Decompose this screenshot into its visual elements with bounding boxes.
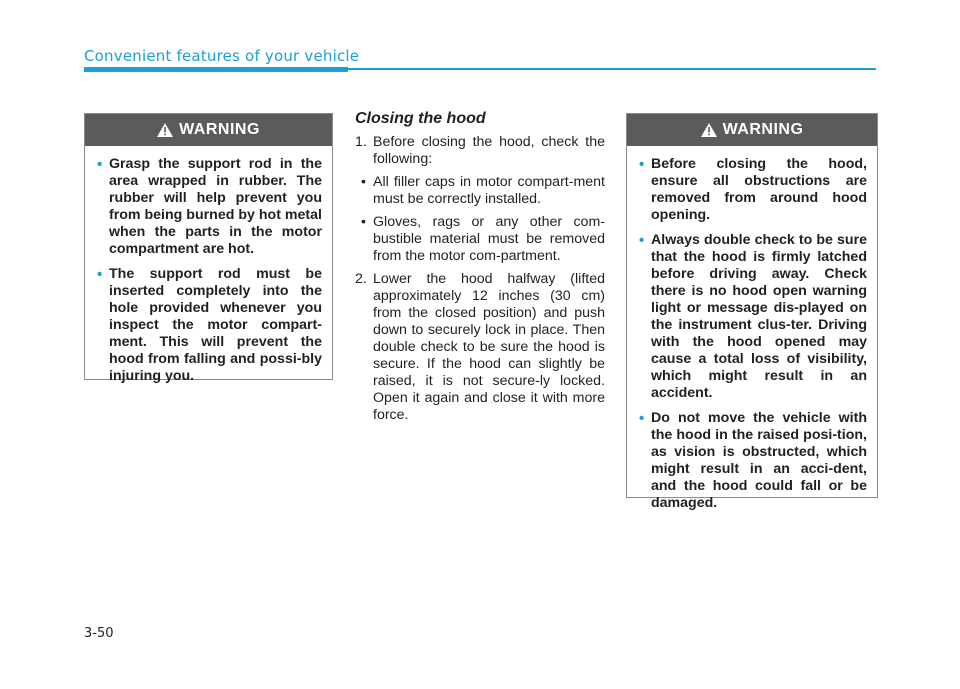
header-rule-thick [84, 67, 348, 72]
right-warning-item-1-text: Before closing the hood, ensure all obstructions are removed from around hood opening. [651, 156, 867, 223]
section-header-title: Convenient features of your vehicle [84, 47, 360, 65]
warning-triangle-icon [701, 123, 717, 137]
warning-triangle-icon [157, 123, 173, 137]
step-1-number: 1. [355, 134, 367, 150]
right-warning-header [627, 114, 877, 146]
bullet-dot-icon: • [97, 266, 103, 283]
bullet-dot-icon: • [639, 410, 645, 427]
step-2-text: Lower the hood halfway (lifted approximately 12 inches (30 cm) from the closed position) and push down to securely lock in place. Then double check to be sure the hood is secure. If the hood can slightly be raised, it is not secure-ly locked. Open it again and close it with more force. [373, 271, 605, 423]
page-number: 3-50 [84, 626, 114, 641]
right-warning-item-3 [639, 410, 867, 512]
step-1-bullet-2 [355, 214, 605, 265]
left-warning-item-1 [97, 156, 322, 258]
step-2-number: 2. [355, 271, 367, 287]
bullet-dot-icon: • [361, 174, 366, 190]
bullet-dot-icon: • [361, 214, 366, 230]
closing-hood-title: Closing the hood [355, 110, 486, 127]
bullet-dot-icon: • [97, 156, 103, 173]
closing-hood-section [355, 110, 605, 428]
left-warning-item-1-text: Grasp the support rod in the area wrapped in rubber. The rubber will help prevent you from being burned by hot metal when the parts in the motor compartment are hot. [109, 156, 322, 257]
right-warning-item-2-text: Always double check to be sure that the hood is firmly latched before driving away. Check there is no hood open warning light or message dis-played on the instrument clus-ter. Driving with the hood opened may cause a total loss of visibility, which might result in an accident. [651, 232, 867, 401]
right-warning-title: WARNING [722, 121, 804, 138]
step-1-bullet-1-text: All filler caps in motor compart-ment must be correctly installed. [373, 174, 605, 207]
step-1 [355, 134, 605, 168]
right-warning-item-1 [639, 156, 867, 224]
left-warning-box [84, 113, 333, 384]
left-warning-title: WARNING [179, 121, 260, 138]
step-2 [355, 271, 605, 424]
right-warning-item-3-text: Do not move the vehicle with the hood in the raised posi-tion, as vision is obstructed, which might result in an acci-dent, and the hood could fall or be damaged. [651, 410, 867, 511]
right-warning-item-2 [639, 232, 867, 402]
step-1-bullet-2-text: Gloves, rags or any other com-bustible material must be removed from the motor com-partment. [373, 214, 605, 264]
bullet-dot-icon: • [639, 232, 645, 249]
bullet-dot-icon: • [639, 156, 645, 173]
step-1-bullet-1 [355, 174, 605, 208]
left-warning-item-2 [97, 266, 322, 385]
header-rule-thin [348, 68, 876, 70]
step-1-text: Before closing the hood, check the following: [373, 134, 605, 167]
left-warning-item-2-text: The support rod must be inserted completely into the hole provided whenever you inspect the motor compart-ment. This will prevent the hood from falling and possi-bly injuring you. [109, 266, 322, 384]
right-warning-box [626, 113, 878, 511]
left-warning-header [85, 114, 332, 146]
